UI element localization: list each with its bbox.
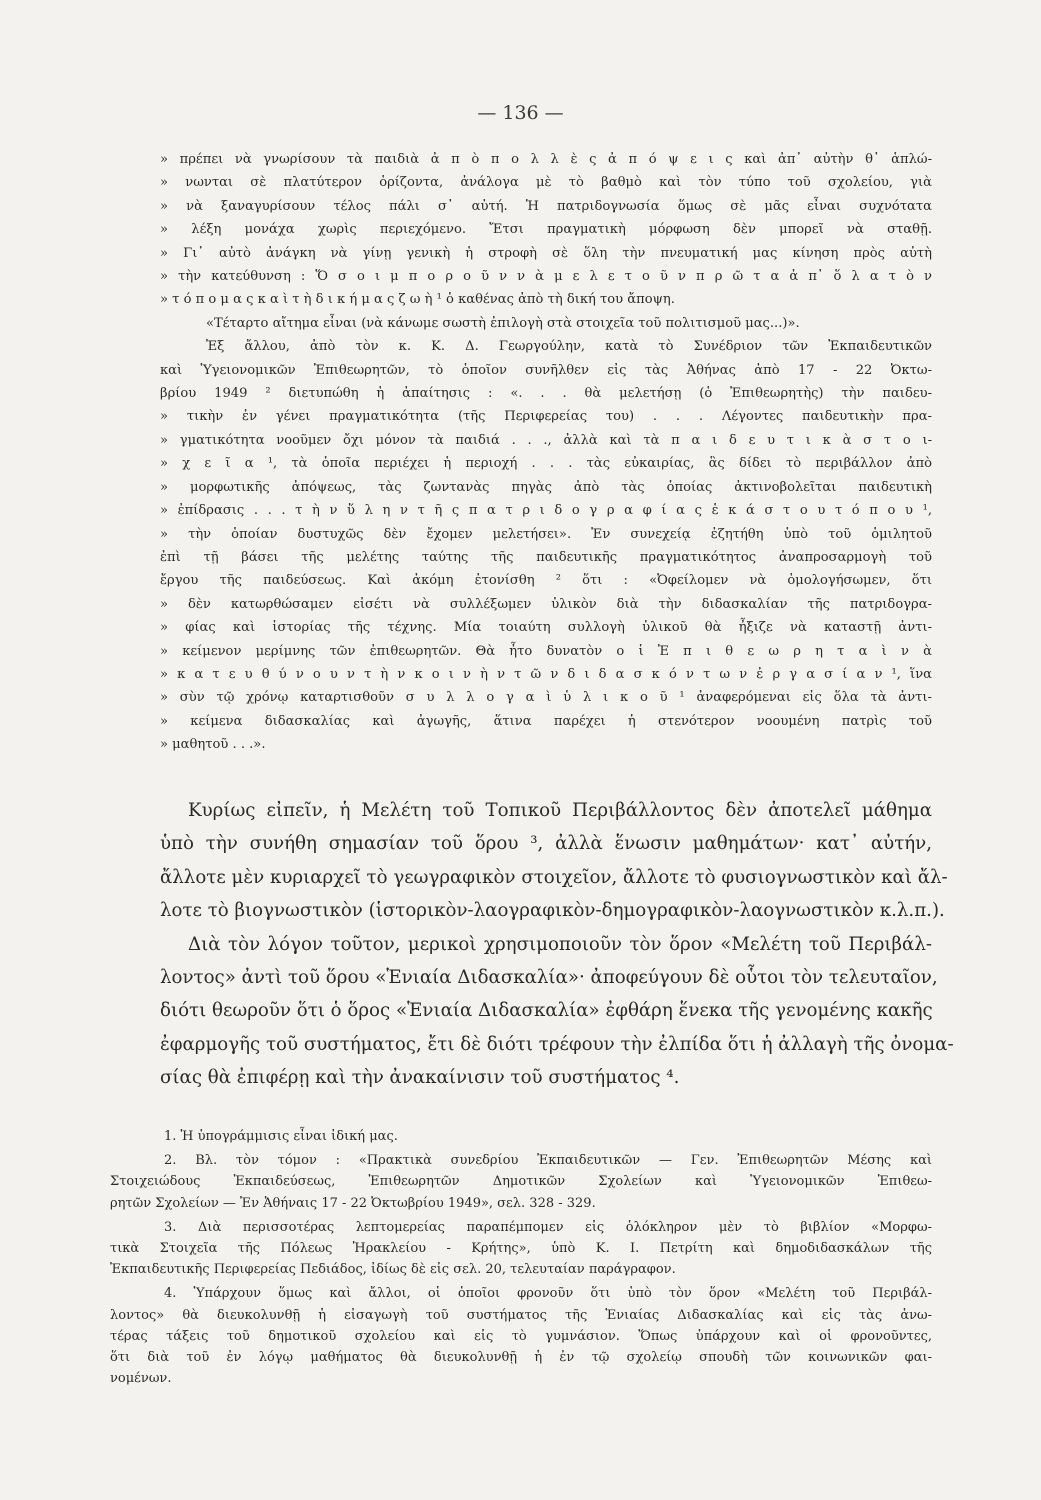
quote-line: » νὰ ξαναγυρίσουν τέλος πάλι σ᾽ αὐτή. Ἡ πατριδογνωσία ὅμως σὲ μᾶς εἶναι συχνότατα [160,198,932,214]
quote-line: » νωνται σὲ πλατύτερον ὁρίζοντα, ἀνάλογα μὲ τὸ βαθμὸ καὶ τὸν τύπο τοῦ σχολείου, γιὰ [160,175,932,191]
body-line: διότι θεωροῦν ὅτι ὁ ὅρος «Ἑνιαία Διδασκαλία» ἐφθάρη ἕνεκα τῆς γενομένης κακῆς [160,1000,933,1022]
quote-line: » πρέπει νὰ γνωρίσουν τὰ παιδιὰ ἀ π ὸ π ο λ λ ὲ ς ἀ π ό ψ ε ι ς καὶ ἀπ᾽ αὐτὴν θ᾽ ἁπλώ- [160,152,932,167]
quote-line: καὶ Ὑγειονομικῶν Ἐπιθεωρητῶν, τὸ ὁποῖον συνῆλθεν εἰς τὰς Ἀθήνας ἀπὸ 17 - 22 Ὀκτω- [160,362,932,378]
footnote-line: ρητῶν Σχολείων — Ἐν Ἀθήναις 17 - 22 Ὀκτωβρίου 1949», σελ. 328 - 329. [110,1195,596,1211]
body-text [160,794,954,1095]
body-line: ἄλλοτε μὲν κυριαρχεῖ τὸ γεωγραφικὸν στοιχεῖον, ἄλλοτε τὸ φυσιογνωστικὸν καὶ ἄλ- [160,866,948,888]
quote-line: » κείμενον μερίμνης τῶν ἐπιθεωρητῶν. Θὰ ἦτο δυνατὸν ο ἱ Ἐ π ι θ ε ω ρ η τ α ὶ ν ὰ [160,643,932,659]
body-line: λοτε τὸ βιογνωστικὸν (ἱστορικὸν-λαογραφικὸν-δημογραφικὸν-λαογνωστικὸν κ.λ.π.). [160,900,945,922]
quote-line: » μορφωτικῆς ἀπόψεως, τὰς ζωντανὰς πηγὰς ἀπὸ τὰς ὁποίας ἀκτινοβολεῖται παιδευτικὴ [160,479,932,495]
footnote-line: Στοιχειώδους Ἐκπαιδεύσεως, Ἐπιθεωρητῶν Δημοτικῶν Σχολείων καὶ Ὑγειονομικῶν Ἐπιθεω- [110,1174,932,1190]
quote-line: «Τέταρτο αἴτημα εἶναι (νὰ κάνωμε σωστὴ ἐπιλογὴ στὰ στοιχεῖα τοῦ πολιτισμοῦ μας...)». [206,315,800,331]
quote-line: » μαθητοῦ . . .». [160,737,266,753]
quote-line: » κ α τ ε υ θ ύ ν ο υ ν τ ὴ ν κ ο ι ν ὴ ν τ ῶ ν δ ι δ α σ κ ό ν τ ω ν ἐ ρ γ α σ ί α ν ¹, ἵνα [160,666,932,682]
quote-line: » τὴν κατεύθυνση : Ὅ σ ο ι μ π ο ρ ο ῦ ν ν ὰ μ ε λ ε τ ο ῦ ν π ρ ῶ τ α ἀ π᾽ ὅ λ α τ ὸ ν [160,269,932,285]
body-line: ὑπὸ τὴν συνήθη σημασίαν τοῦ ὅρου ³, ἀλλὰ ἕνωσιν μαθημάτων· κατ᾽ αὐτήν, [160,833,932,855]
footnote-line: 4. Ὑπάρχουν ὅμως καὶ ἄλλοι, οἱ ὁποῖοι φρονοῦν ὅτι ὑπὸ τὸν ὅρον «Μελέτη τοῦ Περιβάλ- [164,1286,932,1302]
body-line: λοντος» ἀντὶ τοῦ ὅρου «Ἑνιαία Διδασκαλία»· ἀποφεύγουν δὲ οὗτοι τὸν τελευταῖον, [160,967,938,989]
footnote-line: τέρας τάξεις τοῦ δημοτικοῦ σχολείου καὶ εἰς τὸ γυμνάσιον. Ὅπως ὑπάρχουν καὶ οἱ φρονοῦντες, [110,1328,932,1344]
body-line: ἐφαρμογῆς τοῦ συστήματος, ἔτι δὲ διότι τρέφουν τὴν ἐλπίδα ὅτι ἡ ἀλλαγὴ τῆς ὀνομα- [160,1033,954,1055]
footnote-3 [110,1217,932,1281]
quote-line: » τ ό π ο μ α ς κ α ὶ τ ὴ δ ι κ ή μ α ς ζ ω ὴ ¹ ὁ καθένας ἀπὸ τὴ δική του ἄποψη. [160,292,675,308]
footnote-line: 2. Βλ. τὸν τόμον : «Πρακτικὰ συνεδρίου Ἐκπαιδευτικῶν — Γεν. Ἐπιθεωρητῶν Μέσης καὶ [164,1153,932,1169]
quote-line: » ἐπίδρασις . . . τ ὴ ν ὕ λ η ν τ ῆ ς π α τ ρ ι δ ο γ ρ α φ ί α ς ἑ κ ά σ τ ο υ τ ό π ο υ ¹, [160,503,932,519]
quote-line: » φίας καὶ ἱστορίας τῆς τέχνης. Μία τοιαύτη συλλογὴ ὑλικοῦ θὰ ἦξιζε νὰ καταστῇ ἀντι- [160,620,932,636]
footnote-4 [110,1283,932,1389]
quote-line: » κείμενα διδασκαλίας καὶ ἀγωγῆς, ἅτινα παρέχει ἡ στενότερον νοουμένη πατρὶς τοῦ [160,713,932,729]
footnote-line: 3. Διὰ περισσοτέρας λεπτομερείας παραπέμπομεν εἰς ὁλόκληρον μὲν τὸ βιβλίον «Μορφω- [164,1219,932,1235]
quote-line: » σὺν τῷ χρόνῳ καταρτισθοῦν σ υ λ λ ο γ α ὶ ὑ λ ι κ ο ῦ ¹ ἀναφερόμεναι εἰς ὅλα τὰ ἀντι- [160,690,932,706]
quoted-passage [160,148,932,757]
footnote-1 [110,1126,932,1147]
footnotes [110,1126,932,1392]
footnote-line: ὅτι διὰ τοῦ ἐν λόγῳ μαθήματος θὰ διευκολυνθῇ ἡ ἐν τῷ σχολείῳ σπουδὴ τῶν κοινωνικῶν φαι- [110,1350,932,1366]
quote-line: » δὲν κατωρθώσαμεν εἰσέτι νὰ συλλέξωμεν ὑλικὸν διὰ τὴν διδασκαλίαν τῆς πατριδογρα- [160,596,932,612]
footnote-line: 1. Ἡ ὑπογράμμισις εἶναι ἰδική μας. [164,1129,398,1144]
footnote-line: τικὰ Στοιχεῖα τῆς Πόλεως Ἡρακλείου - Κρήτης», ὑπὸ Κ. Ι. Πετρίτη καὶ δημοδιδασκάλων τῆς [110,1241,932,1257]
body-line: Διὰ τὸν λόγον τοῦτον, μερικοὶ χρησιμοποιοῦν τὸν ὅρον «Μελέτη τοῦ Περιβάλ- [188,933,932,955]
quote-line: » χ ε ῖ α ¹, τὰ ὁποῖα περιέχει ἡ περιοχή . . . τὰς εὐκαιρίας, ἃς δίδει τὸ περιβάλλον ἀπὸ [160,456,932,472]
quote-line: » γματικότητα νοοῦμεν ὄχι μόνον τὰ παιδιά . . ., ἀλλὰ καὶ τὰ π α ι δ ε υ τ ι κ ὰ σ τ ο ι- [160,432,932,448]
quote-line: ἐπὶ τῇ βάσει τῆς μελέτης ταύτης τῆς παιδευτικῆς πραγματικότητος ἀναπροσαρμογὴ τοῦ [160,549,932,565]
quote-line: » λέξη μονάχα χωρὶς περιεχόμενο. Ἔτσι πραγματικὴ μόρφωση δὲν μπορεῖ νὰ σταθῇ. [160,222,932,238]
footnote-line: Ἐκπαιδευτικῆς Περιφερείας Πεδιάδος, ἰδίως δὲ εἰς σελ. 20, τελευταίαν παράγραφον. [110,1262,676,1278]
footnote-line: λοντος» θὰ διευκολυνθῇ ἡ εἰσαγωγὴ τοῦ συστήματος τῆς Ἑνιαίας Διδασκαλίας καὶ εἰς τὰς ἀνω- [110,1307,932,1323]
quote-line: » τικὴν ἐν γένει πραγματικότητα (τῆς Περιφερείας του) . . . Λέγοντες παιδευτικὴν πρα- [160,409,932,425]
quote-line: » Γι᾽ αὐτὸ ἀνάγκη νὰ γίνῃ γενικὴ ἡ στροφὴ σὲ ὅλη τὴν πνευματική μας κίνηση πρὸς αὐτὴ [160,245,932,261]
footnote-2 [110,1150,932,1214]
quote-line: » τὴν ὁποίαν δυστυχῶς δὲν ἔχομεν μελετήσει». Ἐν συνεχείᾳ ἐζητήθη ὑπὸ τοῦ ὁμιλητοῦ [160,526,932,542]
quote-line: βρίου 1949 ² διετυπώθη ἡ ἀπαίτησις : «. . . θὰ μελετήσῃ (ὁ Ἐπιθεωρητὴς) τὴν παιδευ- [160,386,932,402]
body-line: Κυρίως εἰπεῖν, ἡ Μελέτη τοῦ Τοπικοῦ Περιβάλλοντος δὲν ἀποτελεῖ μάθημα [188,800,932,821]
footnote-line: νομένων. [110,1371,172,1387]
body-line: σίας θὰ ἐπιφέρῃ καὶ τὴν ἀνακαίνισιν τοῦ συστήματος ⁴. [160,1067,680,1089]
quote-line: ἔργου τῆς παιδεύσεως. Καὶ ἀκόμη ἐτονίσθη ² ὅτι : «Ὀφείλομεν νὰ ὁμολογήσωμεν, ὅτι [160,573,932,589]
quote-line: Ἐξ ἄλλου, ἀπὸ τὸν κ. Κ. Δ. Γεωργούλην, κατὰ τὸ Συνέδριον τῶν Ἐκπαιδευτικῶν [206,339,932,355]
page-number: — 136 — [477,102,564,124]
